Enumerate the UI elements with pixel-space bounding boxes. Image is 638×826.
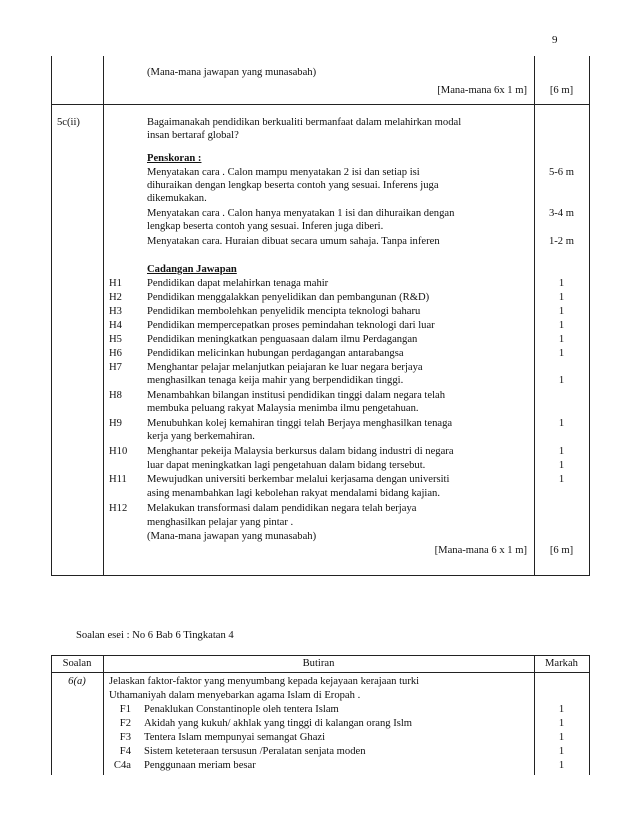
item-mark: 1 — [558, 732, 565, 743]
header-soalan: Soalan — [62, 658, 92, 669]
answer-table-5c — [51, 56, 589, 576]
previous-total: [Mana-mana 6x 1 m] — [437, 85, 527, 96]
item-text: Tentera Islam mempunyai semangat Ghazi — [144, 732, 326, 743]
essay-title: Soalan esei : No 6 Bab 6 Tingkatan 4 — [76, 630, 234, 641]
answer-code: H1 — [109, 278, 122, 289]
answer-text: Pendidikan mempercepatkan proses pemindahan teknologi dari luar — [147, 320, 435, 331]
answer-code: H9 — [109, 418, 122, 429]
answer-code: H3 — [109, 306, 122, 317]
answer-code: H8 — [109, 390, 122, 401]
answer-code: H7 — [109, 362, 122, 373]
answer-mark: 1 — [558, 474, 565, 485]
cadangan-title: Cadangan Jawapan — [147, 264, 237, 275]
answer-mark: 1 — [558, 348, 565, 359]
penskoran-line: dihuraikan dengan lengkap beserta contoh yang sesuai. Inferens juga — [147, 180, 439, 191]
answer-text: kerja yang berkemahiran. — [147, 431, 255, 442]
header-markah: Markah — [545, 658, 578, 669]
item-code: F3 — [119, 732, 131, 743]
table-border-left — [51, 56, 52, 576]
item-mark: 1 — [558, 760, 565, 771]
previous-total-mark: [6 m] — [549, 85, 574, 96]
row-separator — [51, 104, 589, 105]
answer-text: Menghantar pelajar melanjutkan peiajaran ke luar negara berjaya — [147, 362, 423, 373]
answer-mark: 1 — [558, 334, 565, 345]
answer-text: Pendidikan membolehkan penyelidik mencipta teknologi baharu — [147, 306, 421, 317]
item-code: F1 — [119, 704, 131, 715]
answer-mark-extra: 1 — [558, 460, 565, 471]
penskoran-title: Penskoran : — [147, 153, 202, 164]
question-line: insan bertaraf global? — [147, 130, 239, 141]
answer-text: Melakukan transformasi dalam pendidikan negara telah berjaya — [147, 503, 417, 514]
item-code: C4a — [113, 760, 131, 771]
penskoran-line: Menyatakan cara. Huraian dibuat secara umum sahaja. Tanpa inferen — [147, 236, 440, 247]
penskoran-line: Menyatakan cara . Calon hanya menyatakan 1 isi dan dihuraikan dengan — [147, 208, 455, 219]
table-bottom-border — [51, 575, 589, 576]
penskoran-mark: 5-6 m — [548, 167, 574, 178]
item-mark: 1 — [558, 718, 565, 729]
answer-text: Menubuhkan kolej kemahiran tinggi telah Berjaya menghasilkan tenaga — [147, 418, 453, 429]
question-code: 5c(ii) — [57, 117, 80, 128]
answer-text: Pendidikan meningkatkan penguasaan dalam ilmu Perdagangan — [147, 334, 418, 345]
penskoran-mark: 1-2 m — [548, 236, 574, 247]
penskoran-line: Menyatakan cara . Calon mampu menyatakan 2 isi dan setiap isi — [147, 167, 420, 178]
answer-mark: 1 — [558, 418, 565, 429]
item-code: F4 — [119, 746, 131, 757]
answer-code: H5 — [109, 334, 122, 345]
answer-code: H11 — [109, 474, 127, 485]
answer-code: H12 — [109, 503, 128, 514]
end-total: [Mana-mana 6 x 1 m] — [434, 545, 527, 556]
penskoran-line: lengkap beserta contoh yang sesuai. Inferen juga diberi. — [147, 221, 384, 232]
question-line: Jelaskan faktor-faktor yang menyumbang kepada kejayaan kerajaan turki — [109, 676, 420, 687]
item-mark: 1 — [558, 704, 565, 715]
page-number: 9 — [552, 34, 558, 46]
penskoran-mark: 3-4 m — [548, 208, 574, 219]
end-total-mark: [6 m] — [549, 545, 574, 556]
item-text: Penaklukan Constantinople oleh tentera Islam — [144, 704, 339, 715]
table-border-right — [589, 56, 590, 576]
item-text: Sistem keteteraan tersusun /Peralatan senjata moden — [144, 746, 366, 757]
item-text: Penggunaan meriam besar — [144, 760, 256, 771]
question-line: Bagaimanakah pendidikan berkualiti bermanfaat dalam melahirkan modal — [147, 117, 462, 128]
answer-code: H10 — [109, 446, 128, 457]
answer-text: Menambahkan bilangan institusi pendidikan tinggi dalam negara telah — [147, 390, 446, 401]
answer-text: asing menambahkan lagi kebolehan rakyat mendalami bidang kajian. — [147, 488, 440, 499]
answer-mark: 1 — [558, 292, 565, 303]
end-note: (Mana-mana jawapan yang munasabah) — [147, 531, 317, 542]
table-divider-code — [103, 56, 104, 576]
answer-mark: 1 — [558, 278, 565, 289]
penskoran-line: dikemukakan. — [147, 193, 207, 204]
table-border-left — [51, 655, 52, 775]
answer-text: Pendidikan menggalakkan penyelidikan dan pembangunan (R&D) — [147, 292, 430, 303]
answer-text: Menghantar pekeija Malaysia berkursus dalam bidang industri di negara — [147, 446, 454, 457]
answer-text: Pendidikan dapat melahirkan tenaga mahir — [147, 278, 329, 289]
answer-mark: 1 — [558, 320, 565, 331]
header-separator — [51, 672, 589, 673]
answer-text: Mewujudkan universiti berkembar melalui kerjasama dengan universiti — [147, 474, 450, 485]
item-mark: 1 — [558, 746, 565, 757]
answer-text: Pendidikan melicinkan hubungan perdagangan antarabangsa — [147, 348, 404, 359]
answer-text: menghasilkan pelajar yang pintar . — [147, 517, 294, 528]
item-text: Akidah yang kukuh/ akhlak yang tinggi di kalangan orang Islm — [144, 718, 413, 729]
answer-table-6a — [51, 655, 589, 775]
answer-text: membuka peluang rakyat Malaysia menimba ilmu pengetahuan. — [147, 403, 419, 414]
answer-mark: 1 — [558, 375, 565, 386]
table-top-border — [51, 655, 589, 656]
answer-code: H4 — [109, 320, 122, 331]
previous-note: (Mana-mana jawapan yang munasabah) — [147, 67, 317, 78]
question-code: 6(a) — [68, 676, 86, 687]
answer-mark: 1 — [558, 306, 565, 317]
answer-text: menghasilkan tenaga keija mahir yang berpendidikan tinggi. — [147, 375, 404, 386]
question-line: Uthamaniyah dalam menyebarkan agama Islam di Eropah . — [109, 690, 361, 701]
item-code: F2 — [119, 718, 131, 729]
answer-code: H6 — [109, 348, 122, 359]
answer-mark: 1 — [558, 446, 565, 457]
answer-text: luar dapat meningkatkan lagi pengetahuan dalam bidang tersebut. — [147, 460, 426, 471]
answer-code: H2 — [109, 292, 122, 303]
header-butiran: Butiran — [302, 658, 335, 669]
table-border-right — [589, 655, 590, 775]
